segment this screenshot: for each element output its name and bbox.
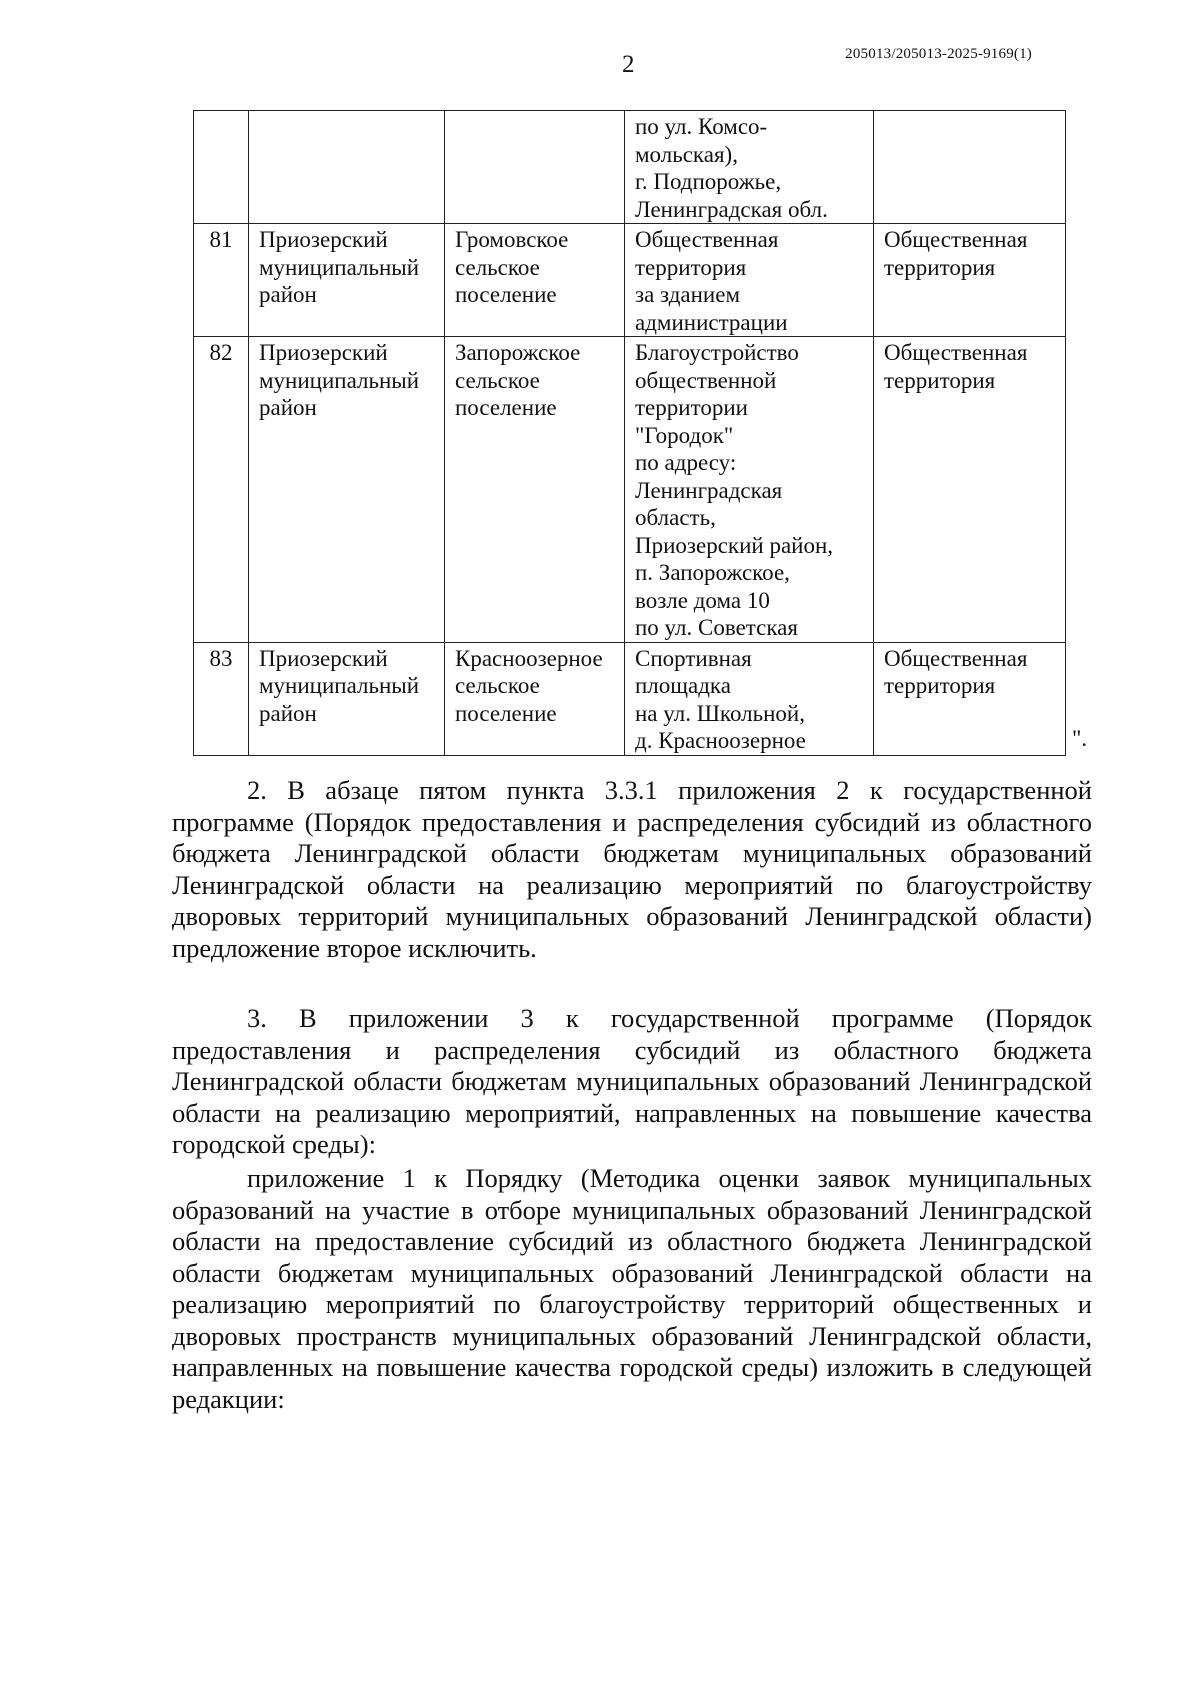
page-number: 2 xyxy=(622,51,635,78)
cell-line: Приозерский xyxy=(259,645,388,671)
cell-line: Ленинградская обл. xyxy=(635,196,828,222)
cell-line: сельское xyxy=(455,254,540,280)
cell-type xyxy=(874,224,1066,337)
table-row xyxy=(194,224,1066,337)
cell-line: Красноозерное xyxy=(455,645,603,671)
cell-line: муниципальный xyxy=(259,254,420,280)
cell-line: муниципальный xyxy=(259,673,420,698)
cell-line: область, xyxy=(635,505,716,530)
cell-line: Общественная xyxy=(884,227,1028,252)
cell-line: по ул. Комсо- xyxy=(635,114,768,139)
cell-line: п. Запорожское, xyxy=(635,560,790,585)
cell-line: Общественная xyxy=(635,227,779,252)
cell-line: по ул. Советская xyxy=(635,615,798,640)
cell-line: за зданием xyxy=(635,282,741,307)
cell-line: территория xyxy=(635,254,747,280)
cell-line: поселение xyxy=(455,395,557,420)
closing-quote: ". xyxy=(1072,726,1088,751)
cell-line: Приозерский xyxy=(259,340,388,365)
cell-line: территории xyxy=(635,395,748,420)
cell-line: район xyxy=(259,700,317,726)
cell-line: площадка xyxy=(635,673,731,698)
cell-line: г. Подпорожье, xyxy=(635,169,782,194)
cell-district xyxy=(249,337,445,643)
cell-type xyxy=(874,111,1066,224)
cell-line: по адресу: xyxy=(635,450,737,475)
cell-line: на ул. Школьной, xyxy=(635,700,805,726)
cell-line: Приозерский xyxy=(259,227,388,252)
table-body xyxy=(194,111,1066,756)
cell-line: возле дома 10 xyxy=(635,587,770,613)
table-row xyxy=(194,337,1066,643)
cell-line: Общественная xyxy=(884,645,1028,671)
cell-line: муниципальный xyxy=(259,367,420,393)
cell-object xyxy=(625,337,874,643)
cell-line: общественной xyxy=(635,367,777,393)
cell-line: поселение xyxy=(455,282,557,307)
cell-line: территория xyxy=(884,254,996,280)
document-id: 205013/205013-2025-9169(1) xyxy=(845,46,1032,62)
cell-number: 82 xyxy=(194,337,249,643)
cell-district xyxy=(249,111,445,224)
cell-number xyxy=(194,111,249,224)
cell-line: "Городок" xyxy=(635,422,734,448)
cell-district xyxy=(249,642,445,755)
paragraph-4: приложение 1 к Порядку (Методика оценки заявок муниципальных образований на участие в отборе муниципальных образований Ленинградской области на предоставление субсидий из областного бюджета Ленинградской области бюджетам муниципальных образований Ленинградской области на реализацию мероприятий по благоустройству территорий общественных и дворовых пространств муниципальных образований Ленинградской области, направленных на повышение качества городской среды) изложить в следующей редакции: xyxy=(172,1163,1092,1414)
cell-line: сельское xyxy=(455,673,540,698)
cell-line: Спортивная xyxy=(635,645,752,671)
cell-line: Запорожское xyxy=(455,340,581,365)
cell-line: Благоустройство xyxy=(635,340,799,365)
cell-line: поселение xyxy=(455,700,557,726)
cell-settlement xyxy=(445,224,625,337)
cell-line: территория xyxy=(884,367,996,393)
cell-line: территория xyxy=(884,673,996,698)
cell-line: район xyxy=(259,395,317,420)
cell-line: сельское xyxy=(455,367,540,393)
cell-type xyxy=(874,337,1066,643)
cell-settlement xyxy=(445,642,625,755)
cell-object xyxy=(625,111,874,224)
paragraph-3: 3. В приложении 3 к государственной программе (Порядок предоставления и распределения субсидий из областного бюджета Ленинградской области бюджетам муниципальных образований Ленинградской области на реализацию мероприятий, направленных на повышение качества городской среды): xyxy=(172,1003,1092,1159)
cell-number: 83 xyxy=(194,642,249,755)
table-row xyxy=(194,111,1066,224)
cell-line: мольская), xyxy=(635,141,738,167)
cell-type xyxy=(874,642,1066,755)
territories-table xyxy=(193,110,1066,756)
cell-number: 81 xyxy=(194,224,249,337)
cell-object xyxy=(625,642,874,755)
cell-line: д. Красноозерное xyxy=(635,728,806,753)
cell-district xyxy=(249,224,445,337)
cell-line: район xyxy=(259,282,317,307)
cell-line: Общественная xyxy=(884,340,1028,365)
cell-settlement xyxy=(445,111,625,224)
table-row xyxy=(194,642,1066,755)
cell-object xyxy=(625,224,874,337)
cell-line: администрации xyxy=(635,309,788,335)
cell-line: Громовское xyxy=(455,227,569,252)
paragraph-2: 2. В абзаце пятом пункта 3.3.1 приложения 2 к государственной программе (Порядок предоставления и распределения субсидий из областного бюджета Ленинградской области бюджетам муниципальных образований Ленинградской области на реализацию мероприятий по благоустройству дворовых территорий муниципальных образований Ленинградской области) предложение второе исключить. xyxy=(172,775,1092,963)
cell-settlement xyxy=(445,337,625,643)
cell-line: Ленинградская xyxy=(635,477,783,503)
cell-line: Приозерский район, xyxy=(635,532,834,558)
